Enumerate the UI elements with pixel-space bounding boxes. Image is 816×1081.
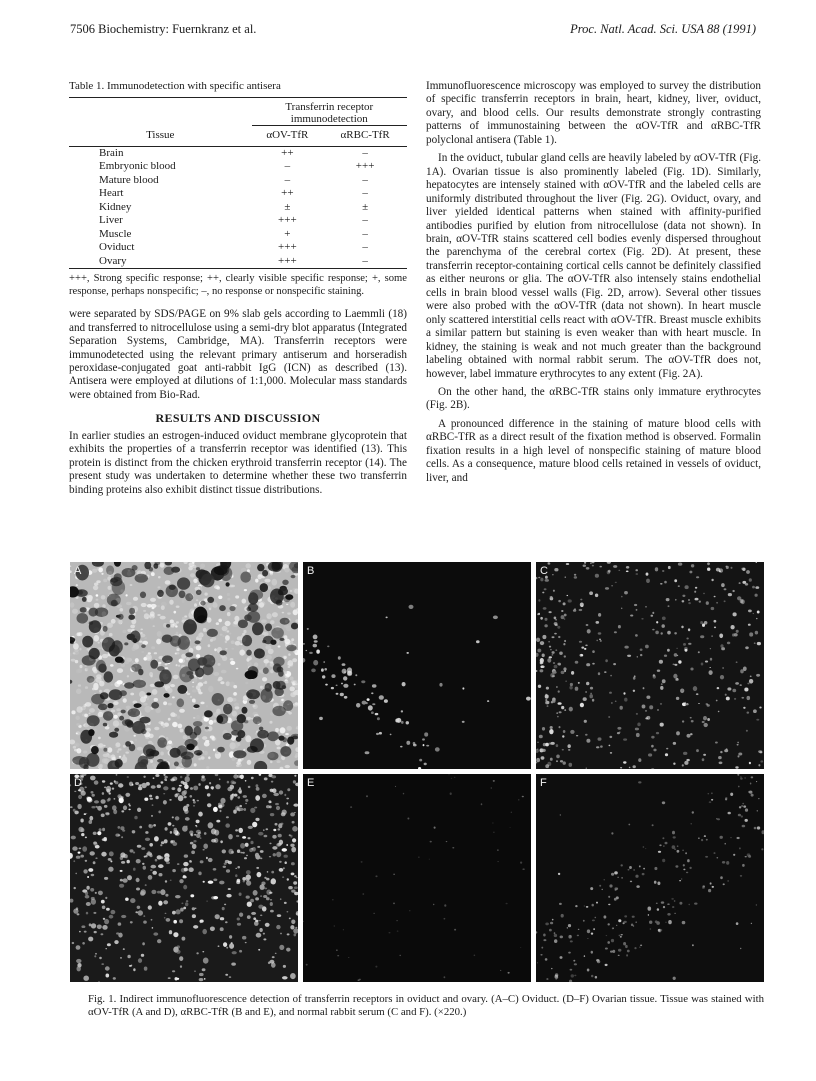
aov-cell: ± bbox=[284, 200, 291, 213]
aov-cell: +++ bbox=[278, 254, 297, 267]
aov-cell: ++ bbox=[281, 187, 294, 200]
tissue-cell: Kidney bbox=[99, 200, 132, 213]
table-row bbox=[69, 160, 407, 173]
aov-cell: +++ bbox=[278, 214, 297, 227]
panel-b-image bbox=[303, 562, 531, 769]
panel-f-label: F bbox=[540, 777, 547, 789]
table-row bbox=[69, 214, 407, 227]
tissue-cell: Embryonic blood bbox=[99, 160, 176, 173]
tissue-cell: Ovary bbox=[99, 254, 127, 267]
tissue-cell: Muscle bbox=[99, 227, 132, 240]
aov-cell: + bbox=[284, 227, 291, 240]
results-paragraph-1: In earlier studies an estrogen-induced oviduct membrane glycoprotein that exhibits the properties of a transferrin receptor was identified (13). This protein is distinct from the chicken erythroid transferrin receptor (14). The present study was undertaken to determine whether these two transferrin binding proteins also exhibit distinct tissue distributions. bbox=[69, 429, 407, 496]
panel-d-image bbox=[70, 774, 298, 982]
panel-d-label: D bbox=[74, 777, 82, 789]
tissue-cell: Brain bbox=[99, 146, 124, 159]
right-paragraph-1: Immunofluorescence microscopy was employed to survey the distribution of specific transferrin receptors in brain, heart, kidney, liver, oviduct, ovary, and blood cells. Our results demonstrate strongly contrasting patterns of immunostaining between the αOV-TfR and αRBC-TfR polyclonal antisera (Table 1). bbox=[426, 80, 761, 146]
col-header-aov: αOV-TfR bbox=[266, 129, 309, 142]
left-column bbox=[69, 80, 407, 497]
arbc-cell: – bbox=[362, 173, 368, 186]
table-row bbox=[69, 146, 407, 160]
figure-1 bbox=[70, 562, 764, 982]
panel-b-label: B bbox=[307, 565, 315, 577]
table-row bbox=[69, 201, 407, 214]
methods-paragraph: were separated by SDS/PAGE on 9% slab gels according to Laemmli (18) and transferred to nitrocellulose using a semi-dry blot apparatus (Integrated Separation Systems, Cambridge, MA). Transferrin receptors were immunodetected using the relevant primary antiserum and horseradish peroxidase-conjugated goat anti-rabbit IgG (ICN) as described (13). Antisera were employed at dilutions of 1:1,000. Molecular mass standards were obtained from Bio-Rad. bbox=[69, 308, 407, 401]
panel-a bbox=[70, 562, 298, 769]
arbc-cell: ± bbox=[362, 200, 369, 213]
table-body bbox=[69, 146, 407, 268]
arbc-cell: +++ bbox=[355, 160, 375, 173]
table-caption: Table 1. Immunodetection with specific antisera bbox=[69, 80, 281, 92]
right-paragraph-2: In the oviduct, tubular gland cells are heavily labeled by αOV-TfR (Fig. 1A). Ovarian tissue is also prominently labeled (Fig. 1D). Similarly, hepatocytes are intensely stained with αOV-TfR and the labeled cells are uniformly distributed throughout the liver (Fig. 2G). Oviduct, ovary, and liver yielded identical patterns when stained with affinity-purified antibodies purified by elution from nitrocellulose (data not shown). In brain, αOV-TfR stains scattered cell bodies evenly dispersed throughout the parenchyma of the cerebral cortex (Fig. 2D). At present, these transferrin receptor-containing cortical cells cannot be definitely classified as either neurons or glia. The αOV-TfR also intensely stains endothelial cells in brain blood vessel walls (Fig. 2D, arrow). Several other tissues were also probed with the αOV-TfR (data not shown). In heart muscle only scattered interstitial cells react with αOV-TfR. Breast muscle exhibits a similar pattern but staining is even weaker than with heart muscle. In kidney, the staining is weak and not much greater than the background labeling obtained with normal rabbit serum. The αOV-TfR does not, however, label immature erythrocytes to any extent (Fig. 2A). bbox=[426, 152, 761, 380]
aov-cell: – bbox=[284, 173, 291, 186]
arbc-cell: – bbox=[362, 187, 368, 200]
aov-cell: +++ bbox=[278, 241, 297, 254]
right-paragraph-4: A pronounced difference in the staining of mature blood cells with αRBC-TfR as a direct result of the fixation method is observed. Formalin fixation results in a high level of nonspecific staining of mature blood cells. As a consequence, mature blood cells retained in vessels of oviduct, liver, and bbox=[426, 417, 761, 484]
running-header-left: 7506 Biochemistry: Fuernkranz et al. bbox=[70, 22, 257, 36]
right-column bbox=[426, 80, 761, 485]
panel-c-image bbox=[536, 562, 764, 769]
panel-e-image bbox=[303, 774, 531, 982]
section-heading: RESULTS AND DISCUSSION bbox=[155, 411, 321, 426]
panel-e-label: E bbox=[307, 777, 315, 789]
table-row bbox=[69, 174, 407, 187]
figure-caption: Fig. 1. Indirect immunofluorescence detection of transferrin receptors in oviduct and ovary. (A–C) Oviduct. (D–F) Ovarian tissue. Tissue was stained with αOV-TfR (A and D), αRBC-TfR (B and E), and normal rabbit serum (C and F). (×220.) bbox=[88, 993, 764, 1018]
table-footnote: +++, Strong specific response; ++, clearly visible specific response; +, some response, perhaps nonspecific; –, no response or nonspecific staining. bbox=[69, 272, 407, 297]
arbc-cell: – bbox=[362, 227, 368, 240]
aov-cell: – bbox=[284, 160, 291, 173]
tissue-cell: Liver bbox=[99, 214, 123, 227]
right-paragraph-3: On the other hand, the αRBC-TfR stains only immature erythrocytes (Fig. 2B). bbox=[426, 385, 761, 412]
table-row bbox=[69, 255, 407, 269]
col-header-arbc: αRBC-TfR bbox=[340, 129, 390, 142]
panel-c-label: C bbox=[540, 565, 548, 577]
table-row bbox=[69, 187, 407, 200]
panel-f-image bbox=[536, 774, 764, 982]
col-header-tissue: Tissue bbox=[146, 129, 175, 142]
arbc-cell: – bbox=[362, 254, 368, 267]
panel-d bbox=[70, 774, 298, 982]
arbc-cell: – bbox=[362, 241, 368, 254]
panel-b bbox=[303, 562, 531, 769]
running-header-right: Proc. Natl. Acad. Sci. USA 88 (1991) bbox=[570, 22, 756, 36]
panel-f bbox=[536, 774, 764, 982]
arbc-cell: – bbox=[362, 214, 368, 227]
panel-a-label: A bbox=[74, 565, 82, 577]
panel-e bbox=[303, 774, 531, 982]
panel-c bbox=[536, 562, 764, 769]
tissue-cell: Heart bbox=[99, 187, 124, 200]
immunodetection-table bbox=[69, 97, 407, 269]
table-row bbox=[69, 228, 407, 241]
col-group-header: Transferrin receptor immunodetection bbox=[252, 98, 407, 126]
table-row bbox=[69, 241, 407, 254]
panel-a-image bbox=[70, 562, 298, 769]
tissue-cell: Oviduct bbox=[99, 241, 135, 254]
tissue-cell: Mature blood bbox=[99, 173, 159, 186]
arbc-cell: – bbox=[362, 146, 368, 159]
aov-cell: ++ bbox=[281, 146, 294, 159]
